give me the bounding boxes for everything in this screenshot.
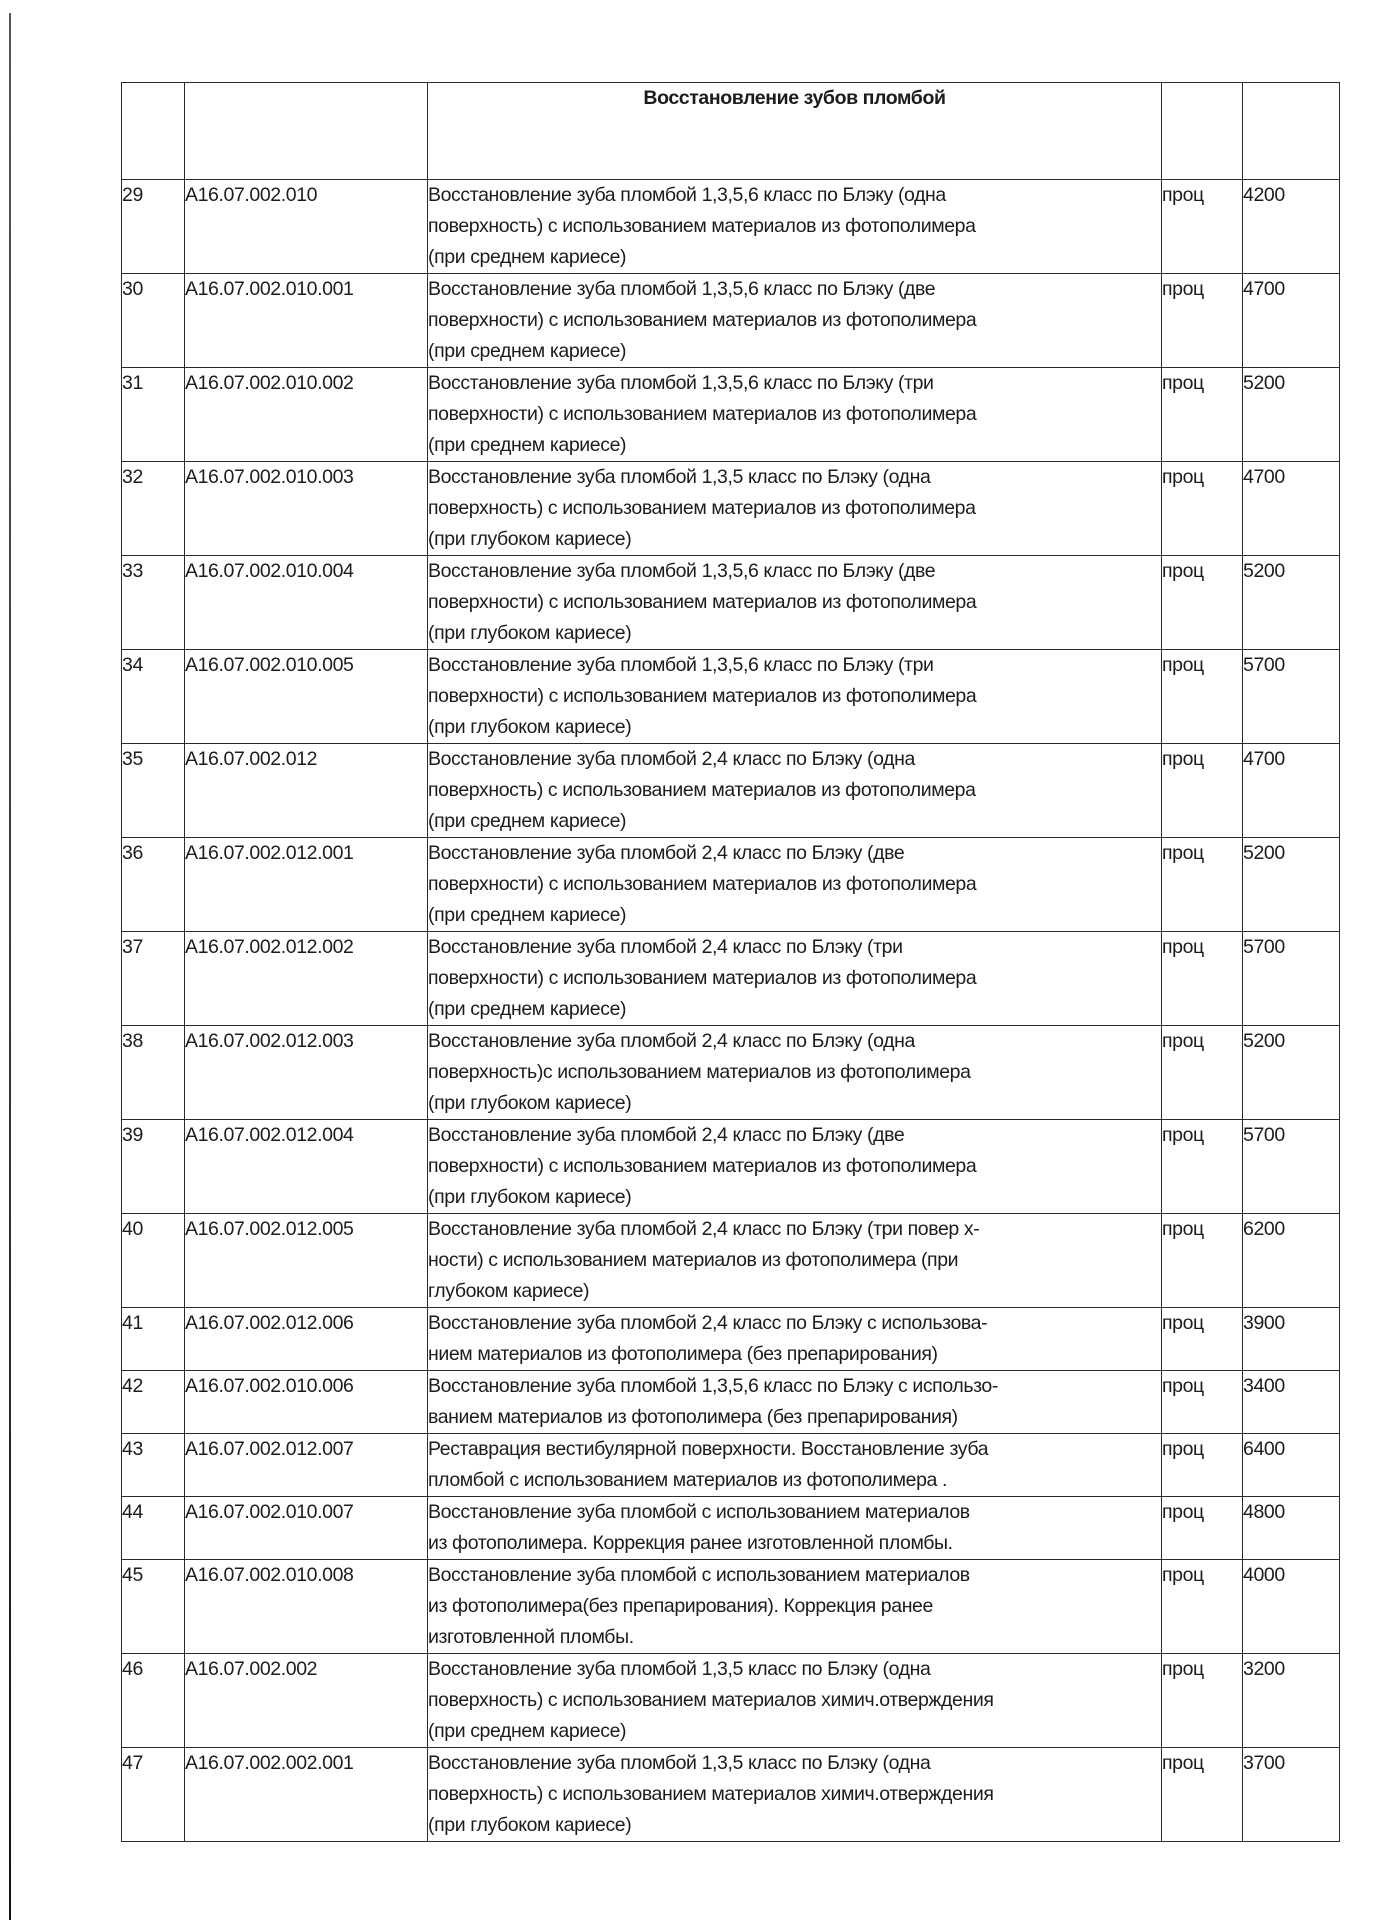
- service-price: 4000: [1243, 1560, 1340, 1654]
- description-line: ности) с использованием материалов из фотополимера (при: [428, 1249, 959, 1271]
- description-line: пломбой с использованием материалов из фотополимера .: [428, 1469, 947, 1491]
- service-price: 3900: [1243, 1308, 1340, 1371]
- service-code: A16.07.002.012.003: [185, 1026, 428, 1120]
- unit-of-measure: проц: [1162, 1308, 1243, 1371]
- description-line: Восстановление зуба пломбой 1,3,5,6 класс по Блэку (три: [428, 654, 934, 676]
- description-line: Восстановление зуба пломбой 2,4 класс по Блэку (две: [428, 1124, 905, 1146]
- service-description: [428, 1371, 1162, 1434]
- service-description: [428, 1120, 1162, 1214]
- row-number: 42: [122, 1371, 185, 1434]
- description-line: (при глубоком кариесе): [428, 716, 632, 738]
- service-price: 5700: [1243, 650, 1340, 744]
- service-price: 4800: [1243, 1497, 1340, 1560]
- description-line: поверхность) с использованием материалов химич.отверждения: [428, 1689, 994, 1711]
- unit-of-measure: проц: [1162, 744, 1243, 838]
- service-description: [428, 650, 1162, 744]
- description-line: поверхность) с использованием материалов химич.отверждения: [428, 1783, 994, 1805]
- service-code: A16.07.002.010.007: [185, 1497, 428, 1560]
- description-line: (при среднем кариесе): [428, 998, 627, 1020]
- description-line: Восстановление зуба пломбой 2,4 класс по Блэку (три: [428, 936, 903, 958]
- description-line: Реставрация вестибулярной поверхности. Восстановление зуба: [428, 1438, 989, 1460]
- service-code: A16.07.002.010.002: [185, 368, 428, 462]
- description-line: Восстановление зуба пломбой 1,3,5 класс по Блэку (одна: [428, 1752, 931, 1774]
- description-line: поверхности) с использованием материалов из фотополимера: [428, 685, 977, 707]
- row-number: 30: [122, 274, 185, 368]
- service-code: A16.07.002.012: [185, 744, 428, 838]
- row-number: 35: [122, 744, 185, 838]
- unit-of-measure: проц: [1162, 1371, 1243, 1434]
- service-code: A16.07.002.012.002: [185, 932, 428, 1026]
- description-line: Восстановление зуба пломбой 1,3,5,6 класс по Блэку (три: [428, 372, 934, 394]
- unit-of-measure: проц: [1162, 274, 1243, 368]
- description-line: (при среднем кариесе): [428, 340, 627, 362]
- row-number: 41: [122, 1308, 185, 1371]
- description-line: (при глубоком кариесе): [428, 1186, 632, 1208]
- service-description: [428, 744, 1162, 838]
- unit-of-measure: проц: [1162, 1120, 1243, 1214]
- description-line: Восстановление зуба пломбой с использованием материалов: [428, 1501, 970, 1523]
- service-description: [428, 1434, 1162, 1497]
- description-line: Восстановление зуба пломбой с использованием материалов: [428, 1564, 970, 1586]
- header-num-cell: [122, 83, 185, 180]
- table-row: [122, 1497, 1340, 1560]
- description-line: Восстановление зуба пломбой 1,3,5 класс по Блэку (одна: [428, 466, 931, 488]
- description-line: поверхности) с использованием материалов из фотополимера: [428, 309, 977, 331]
- description-line: Восстановление зуба пломбой 1,3,5 класс по Блэку (одна: [428, 1658, 931, 1680]
- description-line: (при среднем кариесе): [428, 904, 627, 926]
- description-line: (при среднем кариесе): [428, 246, 627, 268]
- service-description: [428, 838, 1162, 932]
- description-line: поверхность) с использованием материалов из фотополимера: [428, 497, 976, 519]
- service-description: [428, 368, 1162, 462]
- service-price: 3700: [1243, 1748, 1340, 1842]
- row-number: 37: [122, 932, 185, 1026]
- table-row: [122, 1214, 1340, 1308]
- row-number: 34: [122, 650, 185, 744]
- service-code: A16.07.002.010.005: [185, 650, 428, 744]
- table-row: [122, 556, 1340, 650]
- table-row: [122, 650, 1340, 744]
- row-number: 36: [122, 838, 185, 932]
- unit-of-measure: проц: [1162, 650, 1243, 744]
- row-number: 29: [122, 180, 185, 274]
- service-code: A16.07.002.010.003: [185, 462, 428, 556]
- table-row: [122, 932, 1340, 1026]
- row-number: 32: [122, 462, 185, 556]
- service-description: [428, 462, 1162, 556]
- unit-of-measure: проц: [1162, 838, 1243, 932]
- service-description: [428, 274, 1162, 368]
- service-price: 3200: [1243, 1654, 1340, 1748]
- description-line: (при среднем кариесе): [428, 434, 627, 456]
- table-row: [122, 180, 1340, 274]
- description-line: Восстановление зуба пломбой 1,3,5,6 класс по Блэку (две: [428, 278, 936, 300]
- service-code: A16.07.002.010.004: [185, 556, 428, 650]
- table-row: [122, 1748, 1340, 1842]
- header-code-cell: [185, 83, 428, 180]
- description-line: Восстановление зуба пломбой 1,3,5,6 класс по Блэку (одна: [428, 184, 946, 206]
- service-price: 4200: [1243, 180, 1340, 274]
- description-line: Восстановление зуба пломбой 2,4 класс по Блэку (три повер х-: [428, 1218, 980, 1240]
- service-price: 5200: [1243, 556, 1340, 650]
- description-line: Восстановление зуба пломбой 2,4 класс по Блэку (одна: [428, 1030, 915, 1052]
- description-line: Восстановление зуба пломбой 2,4 класс по Блэку (две: [428, 842, 905, 864]
- service-price: 5700: [1243, 932, 1340, 1026]
- table-row: [122, 1371, 1340, 1434]
- description-line: поверхность)с использованием материалов из фотополимера: [428, 1061, 971, 1083]
- section-title: Восстановление зубов пломбой: [428, 83, 1162, 180]
- description-line: Восстановление зуба пломбой 2,4 класс по Блэку (одна: [428, 748, 915, 770]
- table-row: [122, 838, 1340, 932]
- service-code: A16.07.002.012.004: [185, 1120, 428, 1214]
- table-row: [122, 1308, 1340, 1371]
- description-line: Восстановление зуба пломбой 1,3,5,6 класс по Блэку с использо-: [428, 1375, 998, 1397]
- description-line: поверхность) с использованием материалов из фотополимера: [428, 779, 976, 801]
- service-code: A16.07.002.012.007: [185, 1434, 428, 1497]
- service-description: [428, 932, 1162, 1026]
- description-line: из фотополимера. Коррекция ранее изготовленной пломбы.: [428, 1532, 953, 1554]
- description-line: (при глубоком кариесе): [428, 1814, 632, 1836]
- description-line: поверхности) с использованием материалов из фотополимера: [428, 967, 977, 989]
- row-number: 33: [122, 556, 185, 650]
- table-row: [122, 1120, 1340, 1214]
- unit-of-measure: проц: [1162, 180, 1243, 274]
- unit-of-measure: проц: [1162, 462, 1243, 556]
- service-price: 6400: [1243, 1434, 1340, 1497]
- service-description: [428, 1308, 1162, 1371]
- unit-of-measure: проц: [1162, 1748, 1243, 1842]
- service-code: A16.07.002.010.006: [185, 1371, 428, 1434]
- table-row: [122, 744, 1340, 838]
- table-row: [122, 1026, 1340, 1120]
- description-line: (при среднем кариесе): [428, 1720, 627, 1742]
- service-code: A16.07.002.010: [185, 180, 428, 274]
- description-line: из фотополимера(без препарирования). Коррекция ранее: [428, 1595, 933, 1617]
- unit-of-measure: проц: [1162, 932, 1243, 1026]
- service-price: 4700: [1243, 744, 1340, 838]
- header-price-cell: [1243, 83, 1340, 180]
- service-description: [428, 556, 1162, 650]
- service-description: [428, 1748, 1162, 1842]
- row-number: 39: [122, 1120, 185, 1214]
- service-price: 5700: [1243, 1120, 1340, 1214]
- description-line: поверхности) с использованием материалов из фотополимера: [428, 591, 977, 613]
- service-code: A16.07.002.002: [185, 1654, 428, 1748]
- description-line: поверхность) с использованием материалов из фотополимера: [428, 215, 976, 237]
- row-number: 44: [122, 1497, 185, 1560]
- unit-of-measure: проц: [1162, 1026, 1243, 1120]
- scan-page-edge: [9, 13, 11, 1920]
- row-number: 40: [122, 1214, 185, 1308]
- row-number: 47: [122, 1748, 185, 1842]
- description-line: поверхности) с использованием материалов из фотополимера: [428, 873, 977, 895]
- description-line: ванием материалов из фотополимера (без препарирования): [428, 1406, 958, 1428]
- table-row: [122, 1434, 1340, 1497]
- unit-of-measure: проц: [1162, 368, 1243, 462]
- service-code: A16.07.002.012.006: [185, 1308, 428, 1371]
- service-price: 5200: [1243, 838, 1340, 932]
- description-line: поверхности) с использованием материалов из фотополимера: [428, 403, 977, 425]
- service-description: [428, 180, 1162, 274]
- table-row: [122, 368, 1340, 462]
- row-number: 43: [122, 1434, 185, 1497]
- service-code: A16.07.002.002.001: [185, 1748, 428, 1842]
- table-row: [122, 1560, 1340, 1654]
- description-line: (при глубоком кариесе): [428, 528, 632, 550]
- row-number: 38: [122, 1026, 185, 1120]
- service-description: [428, 1214, 1162, 1308]
- unit-of-measure: проц: [1162, 1654, 1243, 1748]
- service-description: [428, 1560, 1162, 1654]
- price-table: [121, 82, 1340, 1842]
- description-line: (при глубоком кариесе): [428, 622, 632, 644]
- table-row: [122, 274, 1340, 368]
- unit-of-measure: проц: [1162, 1497, 1243, 1560]
- unit-of-measure: проц: [1162, 1560, 1243, 1654]
- service-price: 5200: [1243, 368, 1340, 462]
- service-description: [428, 1026, 1162, 1120]
- row-number: 46: [122, 1654, 185, 1748]
- description-line: Восстановление зуба пломбой 2,4 класс по Блэку с использова-: [428, 1312, 988, 1334]
- unit-of-measure: проц: [1162, 1214, 1243, 1308]
- unit-of-measure: проц: [1162, 1434, 1243, 1497]
- description-line: (при глубоком кариесе): [428, 1092, 632, 1114]
- section-header-row: [122, 83, 1340, 180]
- row-number: 45: [122, 1560, 185, 1654]
- header-unit-cell: [1162, 83, 1243, 180]
- service-price: 4700: [1243, 274, 1340, 368]
- service-price: 4700: [1243, 462, 1340, 556]
- service-price: 5200: [1243, 1026, 1340, 1120]
- row-number: 31: [122, 368, 185, 462]
- description-line: (при среднем кариесе): [428, 810, 627, 832]
- service-code: A16.07.002.010.001: [185, 274, 428, 368]
- description-line: глубоком кариесе): [428, 1280, 590, 1302]
- description-line: Восстановление зуба пломбой 1,3,5,6 класс по Блэку (две: [428, 560, 936, 582]
- service-code: A16.07.002.010.008: [185, 1560, 428, 1654]
- unit-of-measure: проц: [1162, 556, 1243, 650]
- service-description: [428, 1497, 1162, 1560]
- service-code: A16.07.002.012.005: [185, 1214, 428, 1308]
- description-line: нием материалов из фотополимера (без препарирования): [428, 1343, 938, 1365]
- service-price: 3400: [1243, 1371, 1340, 1434]
- description-line: поверхности) с использованием материалов из фотополимера: [428, 1155, 977, 1177]
- table-row: [122, 462, 1340, 556]
- service-description: [428, 1654, 1162, 1748]
- table-row: [122, 1654, 1340, 1748]
- service-code: A16.07.002.012.001: [185, 838, 428, 932]
- service-price: 6200: [1243, 1214, 1340, 1308]
- description-line: изготовленной пломбы.: [428, 1626, 634, 1648]
